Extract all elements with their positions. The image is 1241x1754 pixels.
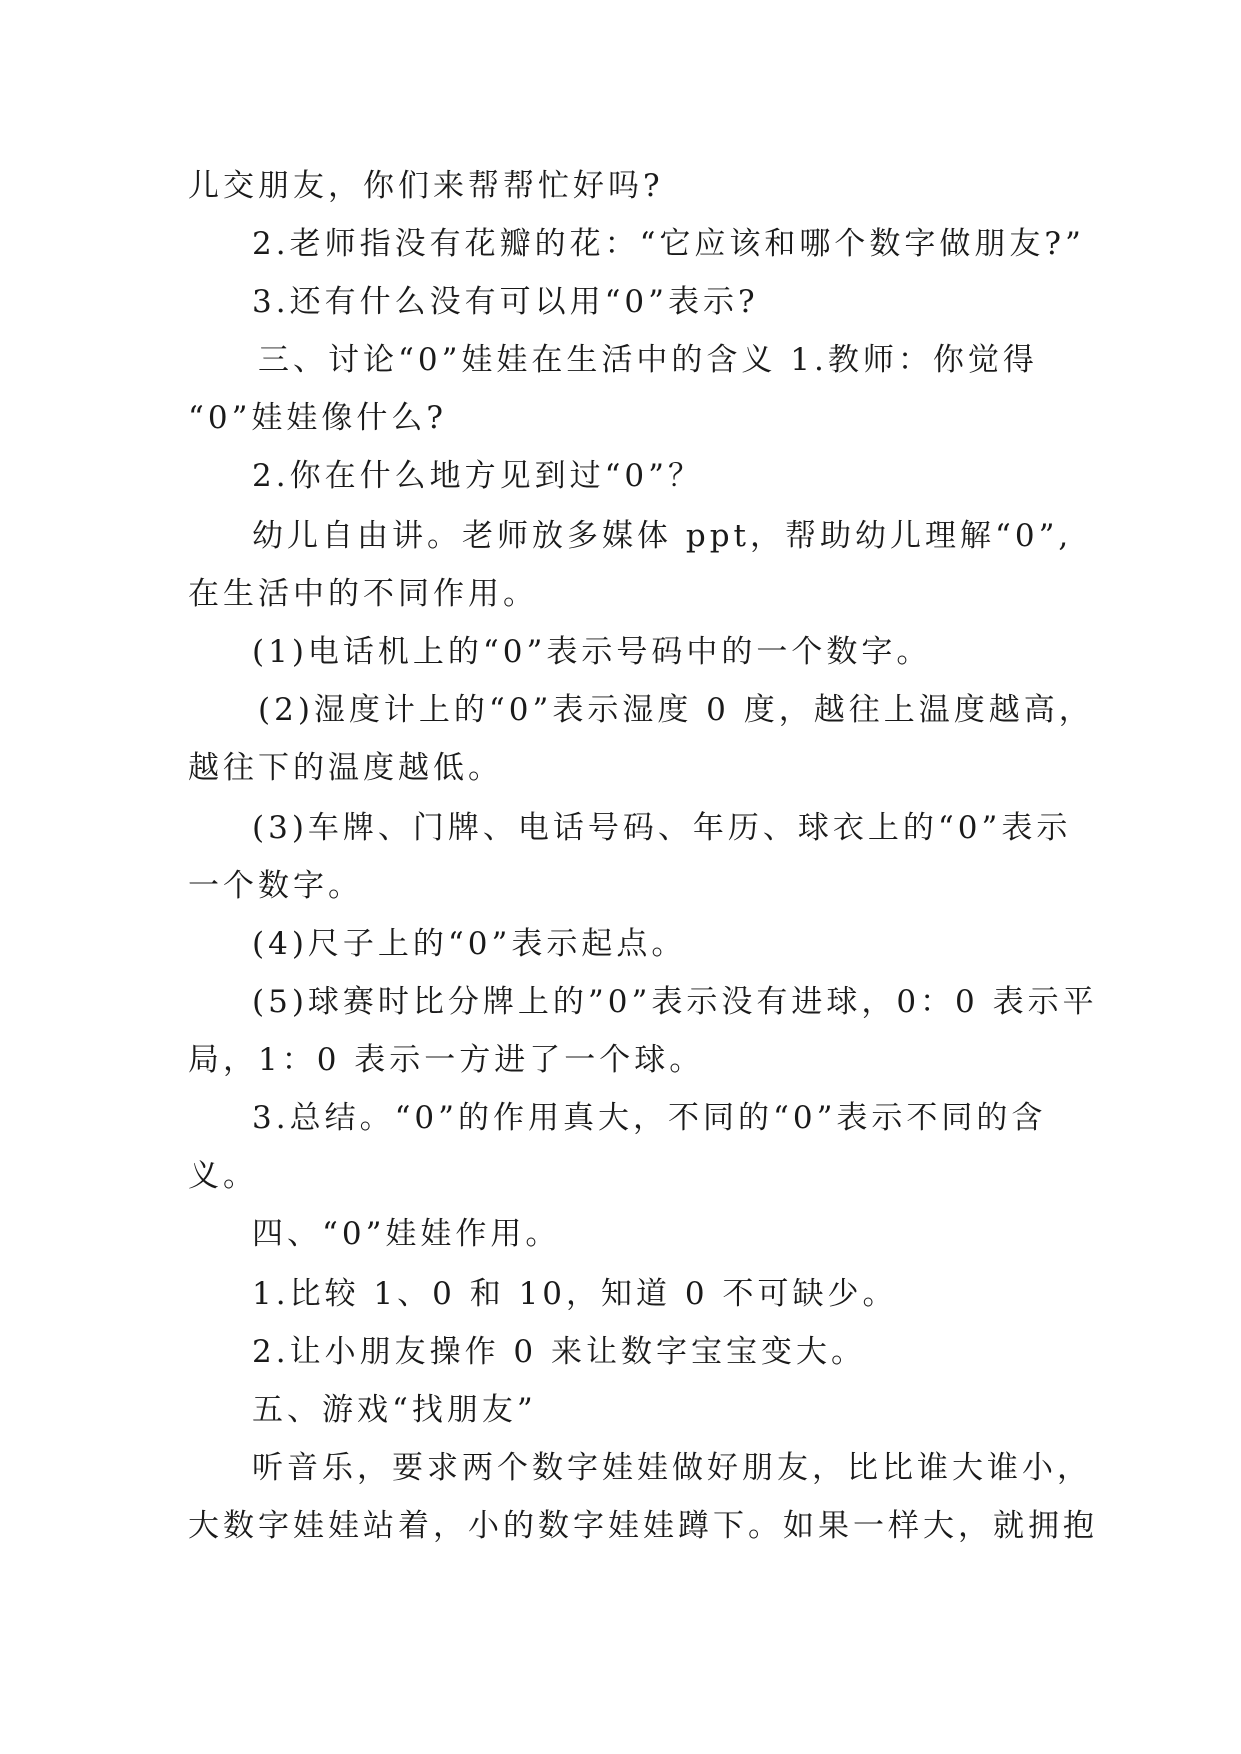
paragraph-line: 局，1：0 表示一方进了一个球。 (188, 1042, 705, 1078)
paragraph-line: 2.让小朋友操作 0 来让数字宝宝变大。 (252, 1334, 867, 1370)
paragraph-line: 2.你在什么地方见到过“0”？ (252, 458, 703, 494)
paragraph-line: 义。 (188, 1158, 258, 1194)
paragraph-line: (2)湿度计上的“0”表示湿度 0 度，越往上温度越高， (258, 692, 1094, 728)
paragraph-line: 3.总结。“0”的作用真大，不同的“0”表示不同的含 (252, 1100, 1047, 1136)
paragraph-line: (5)球赛时比分牌上的”0”表示没有进球，0：0 表示平 (252, 984, 1098, 1020)
paragraph-line: 1.比较 1、0 和 10，知道 0 不可缺少。 (252, 1276, 898, 1312)
paragraph-line: 幼儿自由讲。老师放多媒体 ppt，帮助幼儿理解“0”, (252, 518, 1073, 554)
paragraph-line: 大数字娃娃站着，小的数字娃娃蹲下。如果一样大，就拥抱 (188, 1508, 1098, 1544)
paragraph-line: 三、讨论“0”娃娃在生活中的含义 1.教师：你觉得 (258, 342, 1038, 378)
paragraph-line: (3)车牌、门牌、电话号码、年历、球衣上的“0”表示 (252, 810, 1072, 846)
paragraph-line: (4)尺子上的“0”表示起点。 (252, 926, 687, 962)
paragraph-line: 五、游戏“找朋友” (252, 1392, 537, 1428)
paragraph-line: 越往下的温度越低。 (188, 750, 503, 786)
paragraph-line: 听音乐，要求两个数字娃娃做好朋友，比比谁大谁小， (252, 1450, 1092, 1486)
paragraph-line: 在生活中的不同作用。 (188, 576, 538, 612)
paragraph-line: (1)电话机上的“0”表示号码中的一个数字。 (252, 634, 932, 670)
paragraph-line: 儿交朋友，你们来帮帮忙好吗? (188, 168, 664, 204)
paragraph-line: 四、“0”娃娃作用。 (252, 1216, 561, 1252)
paragraph-line: “0”娃娃像什么? (188, 400, 448, 436)
paragraph-line: 3.还有什么没有可以用“0”表示? (252, 284, 759, 320)
paragraph-line: 2.老师指没有花瓣的花：“它应该和哪个数字做朋友?” (252, 226, 1085, 262)
paragraph-line: 一个数字。 (188, 868, 363, 904)
